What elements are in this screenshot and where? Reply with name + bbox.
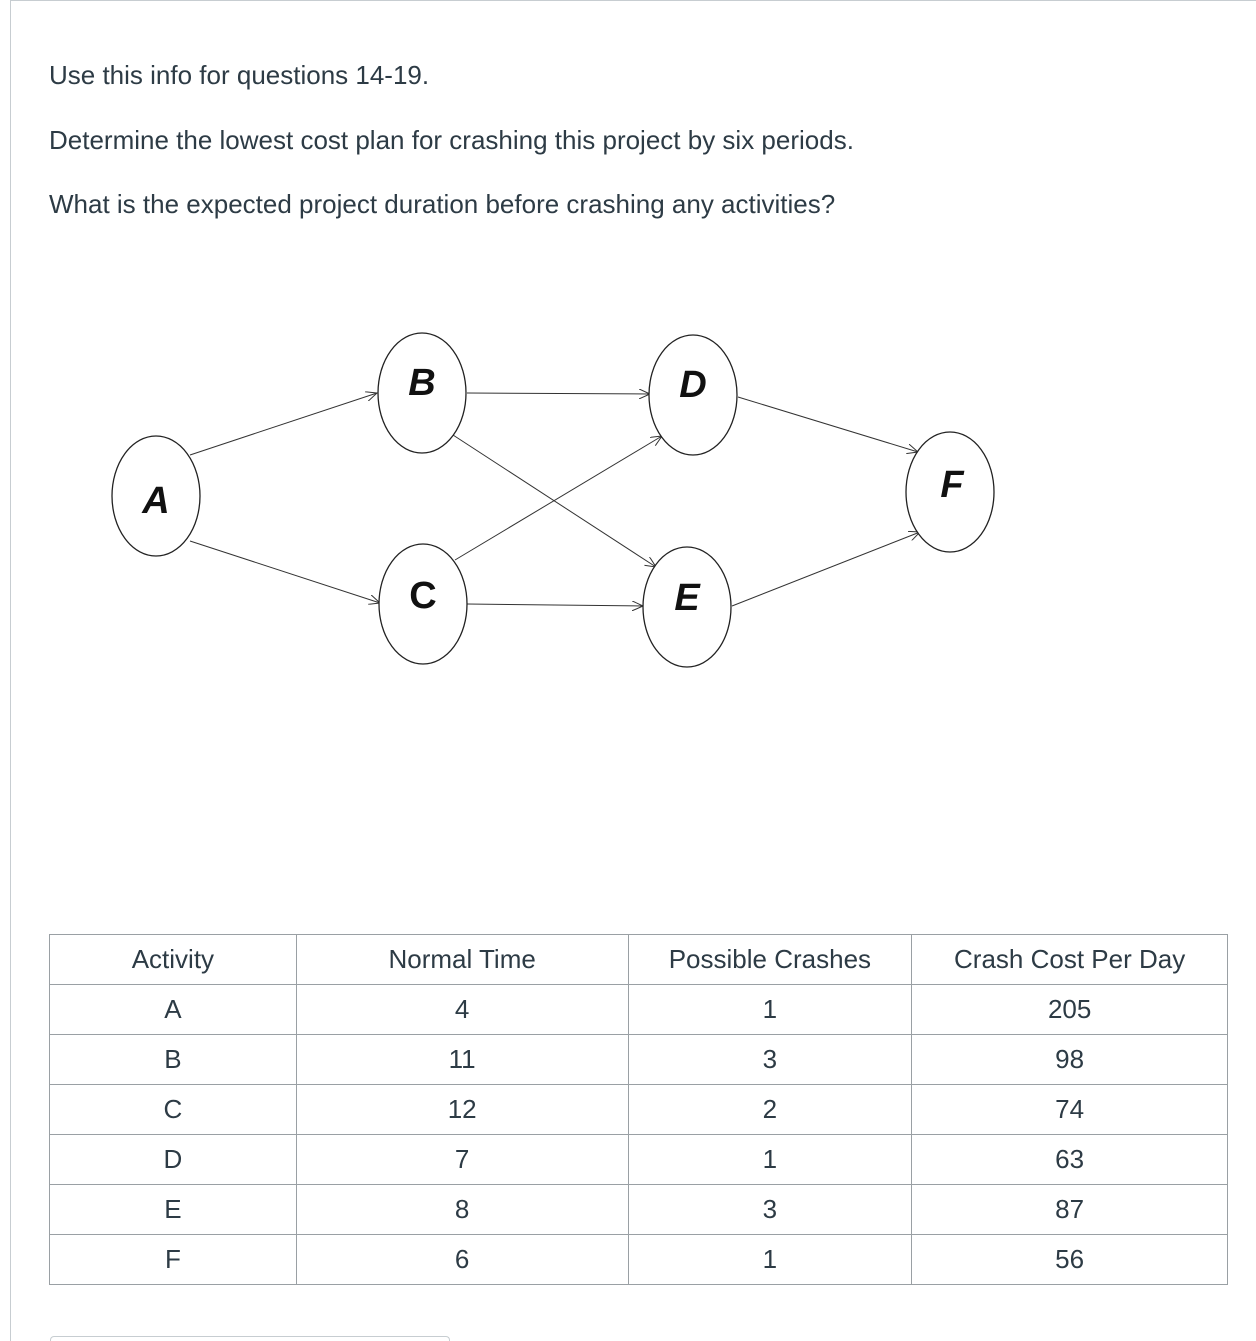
- cell-activity: F: [50, 1235, 297, 1285]
- table-row: [50, 1035, 1228, 1085]
- node-f-label: F: [940, 464, 964, 507]
- cell-crash-cost: 205: [912, 985, 1228, 1035]
- cell-normal-time: 4: [296, 985, 628, 1035]
- cell-activity: A: [50, 985, 297, 1035]
- node-c: [379, 544, 467, 664]
- node-d: [649, 335, 737, 455]
- node-f: [906, 432, 994, 552]
- cell-activity: B: [50, 1035, 297, 1085]
- cell-normal-time: 7: [296, 1135, 628, 1185]
- cell-crash-cost: 56: [912, 1235, 1228, 1285]
- question-intro: Use this info for questions 14-19.: [49, 60, 430, 90]
- table-row: [50, 1235, 1228, 1285]
- edge-e-f: [732, 532, 920, 606]
- cell-crash-cost: 63: [912, 1135, 1228, 1185]
- edge-d-f: [738, 397, 918, 452]
- cell-normal-time: 11: [296, 1035, 628, 1085]
- node-d-label: D: [679, 364, 707, 407]
- cell-possible-crashes: 1: [628, 1235, 912, 1285]
- edge-b-d: [467, 393, 650, 394]
- cell-crash-cost: 98: [912, 1035, 1228, 1085]
- cell-normal-time: 8: [296, 1185, 628, 1235]
- table-row: [50, 1135, 1228, 1185]
- header-crash-cost: Crash Cost Per Day: [912, 935, 1228, 985]
- cell-possible-crashes: 3: [628, 1035, 912, 1085]
- header-activity: Activity: [50, 935, 297, 985]
- edge-a-c: [190, 541, 380, 603]
- table-row: [50, 1185, 1228, 1235]
- cell-activity: C: [50, 1085, 297, 1135]
- header-possible-crashes: Possible Crashes: [628, 935, 912, 985]
- crash-data-table: [49, 934, 1228, 1285]
- table-row: [50, 985, 1228, 1035]
- cell-normal-time: 12: [296, 1085, 628, 1135]
- node-e: [643, 547, 731, 667]
- cell-normal-time: 6: [296, 1235, 628, 1285]
- node-a-label: A: [142, 480, 170, 523]
- cell-possible-crashes: 2: [628, 1085, 912, 1135]
- node-e-label: E: [674, 577, 700, 620]
- question-instruction: Determine the lowest cost plan for crashing this project by six periods.: [49, 125, 854, 155]
- edge-b-e: [453, 435, 656, 567]
- cell-possible-crashes: 1: [628, 1135, 912, 1185]
- node-c-label: C: [409, 575, 437, 618]
- table-header-row: [50, 935, 1228, 985]
- node-b-label: B: [408, 362, 436, 405]
- node-a: [112, 436, 200, 556]
- edge-a-b: [190, 393, 377, 455]
- header-normal-time: Normal Time: [296, 935, 628, 985]
- cell-crash-cost: 87: [912, 1185, 1228, 1235]
- cell-crash-cost: 74: [912, 1085, 1228, 1135]
- edge-c-d: [455, 436, 662, 560]
- question-prompt: What is the expected project duration before crashing any activities?: [49, 189, 836, 219]
- table-row: [50, 1085, 1228, 1135]
- cell-possible-crashes: 3: [628, 1185, 912, 1235]
- cell-possible-crashes: 1: [628, 985, 912, 1035]
- edge-c-e: [467, 604, 643, 606]
- cell-activity: E: [50, 1185, 297, 1235]
- cell-activity: D: [50, 1135, 297, 1185]
- answer-box-edge[interactable]: [50, 1336, 450, 1341]
- node-b: [378, 333, 466, 453]
